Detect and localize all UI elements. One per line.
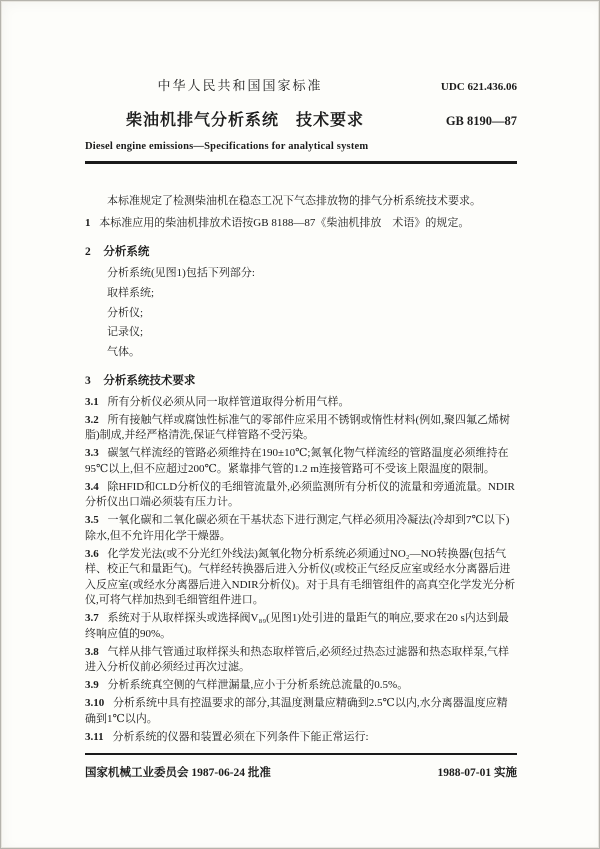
- clause-3-6: [85, 547, 517, 609]
- header-divider: [85, 161, 517, 164]
- clause-text: 气样从排气管通过取样探头和热态取样管后,必须经过热态过滤器和热态取样泵,气样进入分析仪前必须经过再次过滤。: [85, 645, 510, 673]
- standard-title-en: Diesel engine emissions—Specifications for analytical system: [85, 141, 369, 152]
- intro-paragraph: 本标准规定了检测柴油机在稳态工况下气态排放物的排气分析系统技术要求。: [107, 194, 481, 207]
- clause-1: [85, 216, 517, 232]
- section-2-title: 分析系统: [103, 245, 150, 258]
- list-item: 取样系统;: [107, 287, 155, 299]
- standard-number: GB 8190—87: [445, 114, 517, 128]
- list-item: 气体。: [107, 345, 140, 358]
- clause-number: 3.10: [85, 697, 105, 709]
- clause-3-5: [85, 513, 517, 544]
- clause-3-7: [85, 611, 517, 642]
- clause-text: 一氧化碳和二氧化碳必须在干基状态下进行测定,气样必须用冷凝法(冷却到7℃以下)除水,但不允许用化学干燥器。: [85, 514, 510, 542]
- standard-org: 中华人民共和国国家标准: [157, 78, 323, 93]
- standard-title: 柴油机排气分析系统 技术要求: [125, 112, 364, 129]
- clause-text: 分析系统的仪器和装置必须在下列条件下能正常运行:: [112, 730, 369, 743]
- clause-number: 3.1: [85, 395, 99, 408]
- clause-3-10: [85, 696, 517, 727]
- clause-number: 3.7: [85, 612, 99, 624]
- document-footer: [85, 753, 517, 780]
- clause-3-11: [85, 730, 517, 746]
- clause-3-3: [85, 446, 517, 477]
- section-2-heading: [85, 245, 517, 261]
- clause-text: 化学发光法(或不分光红外线法)氮氧化物分析系统必须通过NO₂—NO转换器(包括气样、校正气和量距气)。气样经转换器后进入分析仪(或校正气经反应室或经水分离器后进入反应室(或经水分离器后进入NDIR分析仪)。对于具有毛细管组件的高真空化学发光分析仪,可将气样加热到毛细管组件进口。: [85, 547, 516, 606]
- clause-number: 3.2: [85, 413, 99, 426]
- clause-1-text: 本标准应用的柴油机排放术语按GB 8188—87《柴油机排放 术语》的规定。: [99, 217, 470, 229]
- document-header: [85, 75, 517, 164]
- section-2-lead: 分析系统(见图1)包括下列部分:: [107, 267, 255, 279]
- udc-number: UDC 621.436.06: [440, 81, 517, 93]
- clause-text: 分析系统真空侧的气样泄漏量,应小于分析系统总流量的0.5%。: [107, 679, 409, 691]
- header-row-2: [85, 107, 517, 130]
- clause-number: 3.6: [85, 547, 99, 560]
- list-item: 分析仪;: [107, 306, 144, 319]
- header-row-1: [85, 75, 517, 94]
- clause-3-8: [85, 645, 517, 676]
- clause-3-1: [85, 395, 517, 411]
- clause-3-9: [85, 678, 517, 694]
- section-3-heading: [85, 374, 517, 390]
- clause-text: 所有接触气样或腐蚀性标准气的零部件应采用不锈钢或惰性材料(例如,聚四氟乙烯树脂)制成,并经严格清洗,保证气样管路不受污染。: [85, 413, 510, 441]
- clause-number: 3.9: [85, 679, 99, 691]
- approval-text: 国家机械工业委员会 1987-06-24 批准: [85, 767, 271, 779]
- clause-text: 分析系统中具有控温要求的部分,其温度测量应精确到2.5℃以内,水分离器温度应精确到1℃以内。: [85, 697, 508, 725]
- section-2-number: 2: [85, 245, 91, 258]
- clause-3-2: [85, 413, 517, 444]
- list-item: 记录仪;: [107, 326, 144, 338]
- clause-text: 碳氢气样流经的管路必须维持在190±10℃;氮氧化物气样流经的管路温度必须维持在95℃以上,但不应超过200℃。紧靠排气管的1.2 m连接管路可不受该上限温度的限制。: [85, 447, 509, 475]
- document-body: [85, 194, 517, 746]
- clause-text: 除HFID和CLD分析仪的毛细管流量外,必须监测所有分析仪的流量和旁通流量。NDIR分析仪出口端必须装有压力计。: [85, 480, 515, 508]
- section-3-title: 分析系统技术要求: [103, 375, 196, 387]
- clause-number: 3.3: [85, 447, 99, 459]
- clause-number: 3.5: [85, 514, 99, 526]
- implementation-text: 1988-07-01 实施: [437, 767, 517, 779]
- clause-text: 系统对于从取样探头或选择阀V₈₉(见图1)处引进的量距气的响应,要求在20 s内达到最终响应值的90%。: [85, 612, 509, 640]
- clause-number: 3.4: [85, 480, 99, 493]
- section-3-number: 3: [85, 375, 91, 387]
- clause-3-4: [85, 480, 517, 511]
- clause-number: 3.8: [85, 645, 99, 658]
- clause-number: 3.11: [85, 730, 104, 743]
- clause-1-number: 1: [85, 217, 91, 229]
- clause-text: 所有分析仪必须从同一取样管道取得分析用气样。: [107, 395, 350, 408]
